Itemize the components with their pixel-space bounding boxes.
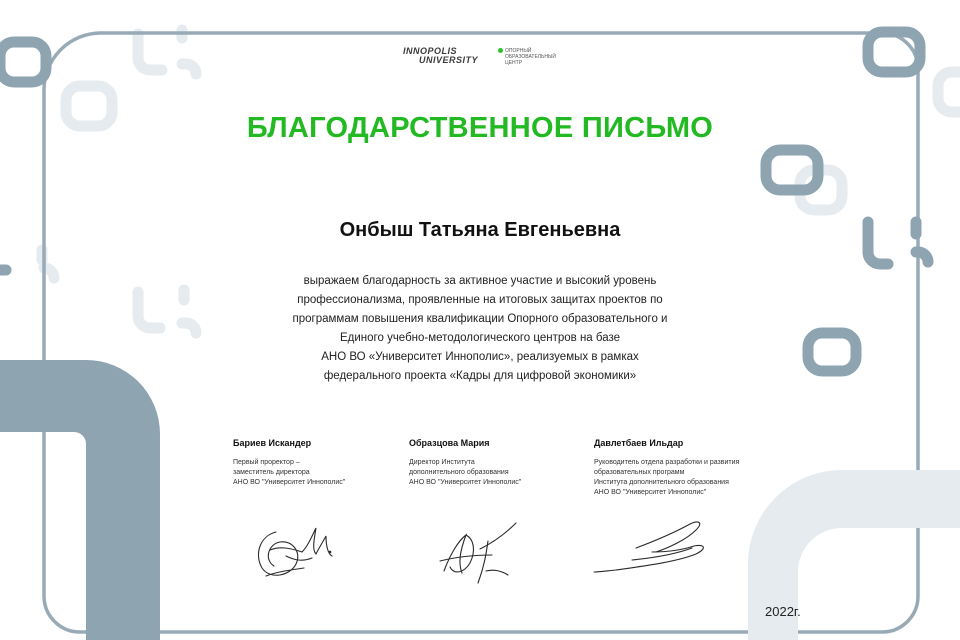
signatory-3 (594, 438, 739, 498)
signatory-2 (409, 438, 521, 488)
signatory-role-line: Института дополнительного образования (594, 479, 729, 486)
body-line: профессионализма, проявленные на итоговых защитах проектов по (297, 294, 663, 306)
signatory-name: Давлетбаев Ильдар (594, 438, 684, 448)
signatory-role-line: Первый проректор – (233, 459, 300, 466)
body-line: Единого учебно-методологического центров на базе (339, 332, 621, 344)
logo-subtitle-line: ОПОРНЫЙ (505, 48, 532, 54)
body-line: программам повышения квалификации Опорного образовательного и (292, 313, 668, 325)
signatory-role-line: Директор Института (409, 459, 475, 466)
logo-dot-icon (498, 48, 503, 53)
recipient-name: Онбыш Татьяна Евгеньевна (339, 219, 621, 241)
signatory-role-line: АНО ВО "Университет Иннополис" (233, 479, 346, 486)
signature-3 (592, 512, 718, 578)
logo-subtitle (505, 48, 565, 66)
signature-2 (430, 515, 524, 589)
signatory-role-line: Руководитель отдела разработки и развития (594, 459, 740, 466)
signatory-name: Образцова Мария (409, 438, 490, 448)
logo-subtitle-line: ОБРАЗОВАТЕЛЬНЫЙ (505, 54, 556, 60)
certificate-title: БЛАГОДАРСТВЕННОЕ ПИСЬМО (246, 112, 714, 144)
signatory-role-line: дополнительного образования (409, 469, 509, 476)
logo-wordmark (403, 47, 478, 65)
logo-line-1: INNOPOLIS (403, 46, 458, 56)
signatory-name: Бариев Искандер (233, 438, 312, 448)
signature-1 (246, 510, 338, 584)
signatory-role-line: образовательных программ (594, 469, 685, 476)
signatory-role-line: АНО ВО "Университет Иннополис" (594, 489, 707, 496)
logo-subtitle-line: ЦЕНТР (505, 60, 523, 66)
body-line: выражаем благодарность за активное участие и высокий уровень (303, 275, 657, 287)
signatory-1 (233, 438, 345, 488)
innopolis-logo (403, 47, 563, 69)
signatory-role-line: заместитель директора (233, 469, 310, 476)
body-line: АНО ВО «Университет Иннополис», реализуемых в рамках (321, 351, 639, 363)
certificate-year: 2022г. (765, 604, 801, 619)
signatory-role-line: АНО ВО "Университет Иннополис" (409, 479, 522, 486)
logo-line-2: UNIVERSITY (419, 55, 479, 65)
body-line: федерального проекта «Кадры для цифровой экономики» (323, 370, 637, 382)
gratitude-text (240, 272, 720, 386)
corner-shape-bottom-left (0, 360, 160, 640)
